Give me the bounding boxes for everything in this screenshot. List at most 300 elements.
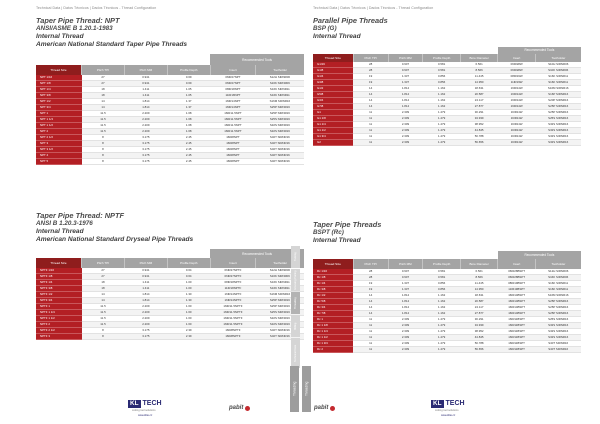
bspt-col-toolholder: Toolholder [535, 259, 581, 269]
table-cell: 11.5 [82, 310, 125, 316]
table-cell: S25P SIRNR16 [535, 310, 581, 316]
table-cell: 8 [82, 141, 125, 147]
pabit-logo-right [314, 405, 335, 411]
table-cell: 2.209 [124, 111, 167, 117]
table-cell: 1.814 [124, 99, 167, 105]
thread-size-cell: Rc 1/8 [313, 274, 353, 280]
table-cell: 1.337 [388, 280, 423, 286]
bspt-col-insert: Insert [498, 259, 536, 269]
table-cell: 16IR11BSPT [498, 334, 536, 340]
table-cell: 8 [82, 135, 125, 141]
thread-size-cell: G1 [313, 109, 353, 115]
table-cell: S32S SIRNR16 [535, 322, 581, 328]
table-cell: 16IR11W [498, 133, 536, 139]
table-cell: 8 [82, 159, 125, 165]
table-cell: 8 [82, 328, 125, 334]
table-cell: 11 [353, 139, 388, 145]
nptf-section [36, 212, 304, 340]
bspt-col-pitch-mm: Pitch MM [388, 259, 423, 269]
table-cell: 50.788 [460, 340, 498, 346]
table-cell: 16IR11.5NPTF [210, 322, 256, 328]
table-cell: 1.162 [423, 91, 461, 97]
table-cell: 1.479 [423, 115, 461, 121]
table-cell: S25S SIRNR16 [535, 115, 581, 121]
kltech-tagline: cutting tool solutions [132, 409, 156, 412]
table-cell: 14.950 [460, 286, 498, 292]
table-cell: 1.162 [423, 292, 461, 298]
table-cell: 1.479 [423, 346, 461, 352]
table-cell: 1.162 [423, 97, 461, 103]
table-cell: 2.45 [167, 141, 210, 147]
table-cell: 2.209 [124, 123, 167, 129]
bspt-section [313, 221, 581, 353]
table-cell: 1.814 [388, 292, 423, 298]
page-header-left: Technical Data | Datos Técnicos | Dados Técnicos - Thread Configuration [36, 6, 157, 10]
table-cell: 1.60 [167, 304, 210, 310]
npt-section [36, 17, 304, 165]
table-cell: 2.209 [124, 316, 167, 322]
table-cell: 28 [353, 62, 388, 68]
thread-size-cell: G7/8 [313, 103, 353, 109]
table-cell: 27 [82, 274, 125, 280]
table-cell: 3.175 [124, 153, 167, 159]
thread-size-cell: Rc 2 [313, 346, 353, 352]
bsp-title: Parallel Pipe Threads [313, 16, 388, 25]
table-cell: S12H SIRNR06 [256, 268, 304, 274]
table-cell: 1.814 [124, 292, 167, 298]
table-cell: 1.814 [388, 310, 423, 316]
table-cell: 27 [82, 81, 125, 87]
table-cell: 0.64 [167, 268, 210, 274]
npt-table [36, 54, 304, 165]
tab-technical-data[interactable]: Technical Data [291, 338, 300, 368]
thread-size-cell: Rc 1/16 [313, 269, 353, 275]
table-cell: 14 [353, 103, 388, 109]
table-cell: 14 [353, 304, 388, 310]
npt-col-toolholder: Toolholder [256, 65, 304, 75]
table-cell: 16IR14W [498, 103, 536, 109]
table-cell: 8 [82, 153, 125, 159]
table-cell: 38.952 [460, 328, 498, 334]
table-cell: 1.05 [167, 87, 210, 93]
thread-size-cell: NPTF 1/4 [36, 280, 82, 286]
table-cell: 08IR18NPTF [210, 280, 256, 286]
table-cell: 0.69 [167, 75, 210, 81]
table-cell: S25P SIRNR16 [535, 109, 581, 115]
thread-size-cell: G1 1/2 [313, 127, 353, 133]
table-cell: 2.309 [388, 139, 423, 145]
tab-grooving-parting[interactable]: Grooving Parting [291, 269, 300, 291]
table-cell: S32S SIRNR16 [256, 316, 304, 322]
table-cell: 14 [82, 99, 125, 105]
table-cell: 11 [353, 121, 388, 127]
table-cell: 0.64 [167, 274, 210, 280]
bspt-standard: BSPT (Rc) [313, 229, 344, 237]
bsp-standard: BSP (G) [313, 25, 337, 33]
table-cell: 1.814 [388, 91, 423, 97]
table-cell: 1.814 [388, 298, 423, 304]
table-cell: 27 [82, 268, 125, 274]
thread-size-cell: NPTF 2 1/2 [36, 328, 82, 334]
table-cell: 8.566 [460, 67, 498, 73]
table-cell: 11 [353, 334, 388, 340]
thread-size-cell: NPTF 1/8 [36, 274, 82, 280]
table-cell: S32S SIRNR16 [256, 123, 304, 129]
thread-size-cell: NPT 1/16 [36, 75, 82, 81]
table-cell: 11 [353, 109, 388, 115]
table-row [36, 334, 304, 340]
table-cell: S16K SIRNR06 [256, 274, 304, 280]
tab-turning[interactable]: Turning [291, 246, 300, 268]
table-cell: 16IR11W [498, 127, 536, 133]
thread-size-cell: Rc 5/8 [313, 298, 353, 304]
bsp-section [313, 17, 581, 146]
table-cell: S25P SIRNR16 [256, 105, 304, 111]
table-cell: 2.45 [167, 159, 210, 165]
thread-size-cell: Rc 1 [313, 316, 353, 322]
thread-size-cell: NPTF 1/2 [36, 292, 82, 298]
table-cell: 44.845 [460, 334, 498, 340]
table-cell: 11 [353, 316, 388, 322]
table-cell: S16K SIRNR11 [535, 73, 581, 79]
table-cell: 56.656 [460, 346, 498, 352]
table-cell: 16IR11.5NPT [210, 123, 256, 129]
table-cell: S12H SIRNR06 [256, 75, 304, 81]
table-cell: S32S SIRNR16 [535, 121, 581, 127]
table-cell: 1.162 [423, 103, 461, 109]
table-cell: 2.309 [388, 334, 423, 340]
table-cell: 08IR19BSPT [498, 280, 536, 286]
table-cell: 06IR28W [498, 67, 536, 73]
thread-size-cell: NPT 3/8 [36, 93, 82, 99]
table-cell: 27 [82, 75, 125, 81]
table-cell: 16IR14BSPT [498, 298, 536, 304]
bsp-table [313, 47, 581, 146]
table-cell: 1.60 [167, 316, 210, 322]
table-cell: 3.175 [124, 159, 167, 165]
table-cell: 28 [353, 269, 388, 275]
table-cell: 0.907 [388, 62, 423, 68]
table-cell: 16IR8NPT [210, 153, 256, 159]
table-cell: S40T SIRNR16 [535, 346, 581, 352]
table-cell: 1.37 [167, 105, 210, 111]
thread-size-cell: NPT 1 [36, 111, 82, 117]
table-cell: 16IR14W [498, 91, 536, 97]
npt-col-insert: Insert [210, 65, 256, 75]
nptf-col-insert: Insert [210, 258, 256, 268]
table-cell: 2.309 [388, 109, 423, 115]
thread-size-cell: NPT 3 1/2 [36, 147, 82, 153]
table-cell: S32S SIRNR16 [535, 334, 581, 340]
table-cell: 11 [353, 340, 388, 346]
table-cell: 1.479 [423, 133, 461, 139]
table-cell: S25P SIRNR16 [256, 304, 304, 310]
table-cell: 16IR11BSPT [498, 340, 536, 346]
table-cell: 0.941 [124, 75, 167, 81]
table-cell: S16K SIRNR11 [535, 286, 581, 292]
table-cell: 34.939 [460, 322, 498, 328]
table-cell: 1.814 [388, 304, 423, 310]
table-cell: 3.175 [124, 135, 167, 141]
table-cell: 06IR28W [498, 62, 536, 68]
table-cell: 1.337 [388, 79, 423, 85]
table-cell: 1.479 [423, 340, 461, 346]
table-cell: 14 [82, 298, 125, 304]
table-cell: 11.5 [82, 111, 125, 117]
thread-size-cell: NPTF 1 [36, 304, 82, 310]
thread-size-cell: NPT 1 1/4 [36, 117, 82, 123]
table-cell: 14 [353, 292, 388, 298]
bsp-col-profile-depth: Profile Depth [423, 54, 461, 62]
bsp-thread-type: Internal Thread [313, 32, 361, 40]
table-cell: 18.631 [460, 85, 498, 91]
table-cell: 16IR14NPT [210, 99, 256, 105]
bspt-col-bore-diameter: Bore Diameter [460, 259, 498, 269]
table-cell: 0.941 [124, 268, 167, 274]
table-cell: 16IR14BSPT [498, 304, 536, 310]
thread-size-cell: NPTF 3 [36, 334, 82, 340]
table-cell: 24.117 [460, 97, 498, 103]
table-cell: S16P SIRNR16 [535, 91, 581, 97]
table-cell: 56.656 [460, 139, 498, 145]
table-cell: 1.814 [388, 97, 423, 103]
kltech-logo-mark: KL [433, 400, 442, 407]
table-cell: 16IR11W [498, 139, 536, 145]
tab-milling[interactable]: Milling [291, 315, 300, 337]
table-cell: 2.45 [167, 135, 210, 141]
thread-size-cell: NPTF 1 1/2 [36, 316, 82, 322]
table-cell: 1.814 [124, 298, 167, 304]
table-cell: 2.39 [167, 328, 210, 334]
table-row [313, 346, 581, 352]
pabit-logo-text: pabit [314, 405, 329, 411]
table-cell: 11 [353, 127, 388, 133]
table-cell: 1.411 [124, 93, 167, 99]
table-cell: 16IR14NPTF [210, 298, 256, 304]
table-cell: 0.941 [124, 274, 167, 280]
table-cell: 11.5 [82, 117, 125, 123]
table-cell: 19 [353, 79, 388, 85]
thread-size-cell: G1/16 [313, 62, 353, 68]
table-cell: 6.561 [460, 269, 498, 275]
table-cell: 16IR11BSPT [498, 346, 536, 352]
table-cell: 11.5 [82, 129, 125, 135]
table-cell: 11 [353, 115, 388, 121]
table-cell: 1.00 [167, 280, 210, 286]
bspt-col-pitch-tpi: Pitch TPI [353, 259, 388, 269]
table-cell: 16IR11BSPT [498, 316, 536, 322]
table-cell: S16K SIRNR11 [256, 93, 304, 99]
bspt-title-block [313, 221, 581, 245]
table-cell: S25P SIRNR16 [535, 298, 581, 304]
table-cell: 11.5 [82, 304, 125, 310]
table-cell: 1.68 [167, 117, 210, 123]
table-cell: 1.68 [167, 123, 210, 129]
table-cell: S16K SIRNR11 [256, 87, 304, 93]
nptf-col-toolholder: Toolholder [256, 258, 304, 268]
threading-strip-right: Threading [302, 366, 311, 412]
table-cell: 2.309 [388, 322, 423, 328]
table-cell: 2.309 [388, 127, 423, 133]
table-cell: 1.337 [388, 286, 423, 292]
table-cell: 2.309 [388, 121, 423, 127]
thread-size-cell: G1/4 [313, 73, 353, 79]
table-cell: S32S SIRNR16 [256, 322, 304, 328]
bspt-title: Taper Pipe Threads [313, 220, 382, 229]
thread-size-cell: NPT 1 1/2 [36, 123, 82, 129]
npt-title-block [36, 17, 304, 48]
table-cell: 11 [353, 322, 388, 328]
table-cell: 16IR14BSPT [498, 292, 536, 298]
table-cell: S16K SIRNR11 [535, 79, 581, 85]
table-cell: S25P SIRNR16 [256, 111, 304, 117]
bspt-group-spacer [313, 251, 498, 259]
thread-size-cell: NPT 2 1/2 [36, 135, 82, 141]
table-row [313, 139, 581, 145]
table-cell: S40T SIRNR16 [535, 340, 581, 346]
table-cell: 16IR14NPT [210, 105, 256, 111]
table-cell: 16IR11BSPT [498, 328, 536, 334]
table-cell: 16IR8NPT [210, 141, 256, 147]
table-cell: 08IR18NPT [210, 87, 256, 93]
table-cell: 11.5 [82, 123, 125, 129]
table-cell: 20.587 [460, 298, 498, 304]
table-cell: 0.856 [423, 79, 461, 85]
thread-size-cell: Rc 1/4 [313, 280, 353, 286]
table-cell: 8 [82, 334, 125, 340]
table-cell: 16IR8NPT [210, 159, 256, 165]
table-cell: 06IR27NPTF [210, 274, 256, 280]
table-cell: 11IR18NPT [210, 93, 256, 99]
table-cell: 18 [82, 93, 125, 99]
thread-size-cell: NPT 4 [36, 153, 82, 159]
table-cell: 34.939 [460, 115, 498, 121]
table-cell: 1.479 [423, 127, 461, 133]
npt-group-spacer [36, 54, 210, 65]
bsp-title-block [313, 17, 581, 41]
bsp-group-spacer [313, 47, 498, 54]
table-cell: 16IR11BSPT [498, 322, 536, 328]
thread-size-cell: NPT 1/4 [36, 87, 82, 93]
table-cell: S40T SIRNR16 [256, 328, 304, 334]
bsp-col-pitch-tpi: Pitch TPI [353, 54, 388, 62]
table-cell: S40T SIRNR16 [256, 153, 304, 159]
table-cell: 3.175 [124, 141, 167, 147]
table-cell: 08IR19W [498, 73, 536, 79]
table-cell: S16K SIRNR11 [535, 280, 581, 286]
table-cell: 19 [353, 286, 388, 292]
table-cell: 11.445 [460, 73, 498, 79]
table-cell: 11.5 [82, 322, 125, 328]
thread-size-cell: NPT 3/4 [36, 105, 82, 111]
thread-size-cell: NPTF 2 [36, 322, 82, 328]
table-cell: 0.581 [423, 62, 461, 68]
bsp-recommended-tools-header: Recommended Tools [498, 47, 581, 54]
nptf-table [36, 249, 304, 340]
thread-size-cell: Rc 7/8 [313, 310, 353, 316]
table-cell: 30.291 [460, 316, 498, 322]
nptf-description: American National Standard Dryseal Pipe Threads [36, 235, 194, 243]
kltech-url: www.kltte.cz [138, 414, 153, 417]
thread-size-cell: Rc 1/2 [313, 292, 353, 298]
table-cell: 3.175 [124, 328, 167, 334]
table-cell: S25S SIRNR16 [256, 117, 304, 123]
table-cell: 19 [353, 73, 388, 79]
table-cell: 1.162 [423, 310, 461, 316]
table-cell: S32S SIRNR16 [535, 127, 581, 133]
nptf-col-pitch-tpi: Pitch TPI [82, 258, 125, 268]
table-cell: 1.337 [388, 73, 423, 79]
nptf-standard: ANSI B 1.20.3-1976 [36, 220, 93, 228]
table-cell: 2.209 [124, 322, 167, 328]
table-cell: 1.411 [124, 286, 167, 292]
table-cell: 1.162 [423, 298, 461, 304]
table-cell: 1.60 [167, 310, 210, 316]
thread-size-cell: G5/8 [313, 91, 353, 97]
table-cell: S32S SIRNR16 [535, 328, 581, 334]
table-cell: 2.209 [124, 310, 167, 316]
table-cell: 0.581 [423, 67, 461, 73]
table-cell: 14.950 [460, 79, 498, 85]
table-cell: S10K SIRNR06 [535, 67, 581, 73]
bspt-thread-type: Internal Thread [313, 236, 361, 244]
table-cell: 1.05 [167, 93, 210, 99]
table-cell: 14 [82, 105, 125, 111]
kltech-logo-text: TECH [445, 400, 465, 407]
table-cell: 06IR28BSPT [498, 274, 536, 280]
nptf-col-thread-size: Thread Size [36, 258, 82, 268]
thread-size-cell: NPT 3 [36, 141, 82, 147]
table-cell: 28 [353, 274, 388, 280]
table-cell: S25P SIRNR16 [535, 103, 581, 109]
table-cell: 16IR8NPTF [210, 328, 256, 334]
table-cell: 2.309 [388, 115, 423, 121]
table-cell: 16IR14W [498, 97, 536, 103]
table-cell: 11IR18NPTF [210, 286, 256, 292]
table-cell: 14 [353, 91, 388, 97]
tab-threading[interactable]: Threading [291, 292, 300, 314]
table-cell: 2.209 [124, 129, 167, 135]
table-cell: 2.209 [124, 304, 167, 310]
table-cell: 11 [353, 346, 388, 352]
bspt-col-thread-size: Thread Size [313, 259, 353, 269]
npt-col-thread-size: Thread Size [36, 65, 82, 75]
bspt-recommended-tools-header: Recommended Tools [498, 251, 581, 259]
table-cell: 50.788 [460, 133, 498, 139]
table-cell: 16IR14BSPT [498, 310, 536, 316]
table-cell: 1.479 [423, 316, 461, 322]
table-cell: S40T SIRNR16 [256, 159, 304, 165]
table-cell: 14 [353, 310, 388, 316]
table-cell: S25P SIRNR16 [535, 304, 581, 310]
table-cell: S16K SIRNR06 [535, 274, 581, 280]
table-cell: 1.68 [167, 129, 210, 135]
table-cell: 06IR27NPT [210, 81, 256, 87]
table-cell: S16M SIRNR16 [535, 292, 581, 298]
table-cell: 1.814 [388, 103, 423, 109]
table-cell: 1.162 [423, 304, 461, 310]
thread-size-cell: G1/8 [313, 67, 353, 73]
thread-size-cell: G1 3/4 [313, 133, 353, 139]
table-cell: 0.907 [388, 269, 423, 275]
table-cell: 0.69 [167, 81, 210, 87]
bsp-col-bore-diameter: Bore Diameter [460, 54, 498, 62]
nptf-title: Taper Pipe Thread: NPTF [36, 211, 125, 220]
table-cell: 11 [353, 328, 388, 334]
table-cell: 0.941 [124, 81, 167, 87]
table-cell: S25S SIRNR16 [256, 310, 304, 316]
thread-size-cell: NPTF 3/4 [36, 298, 82, 304]
